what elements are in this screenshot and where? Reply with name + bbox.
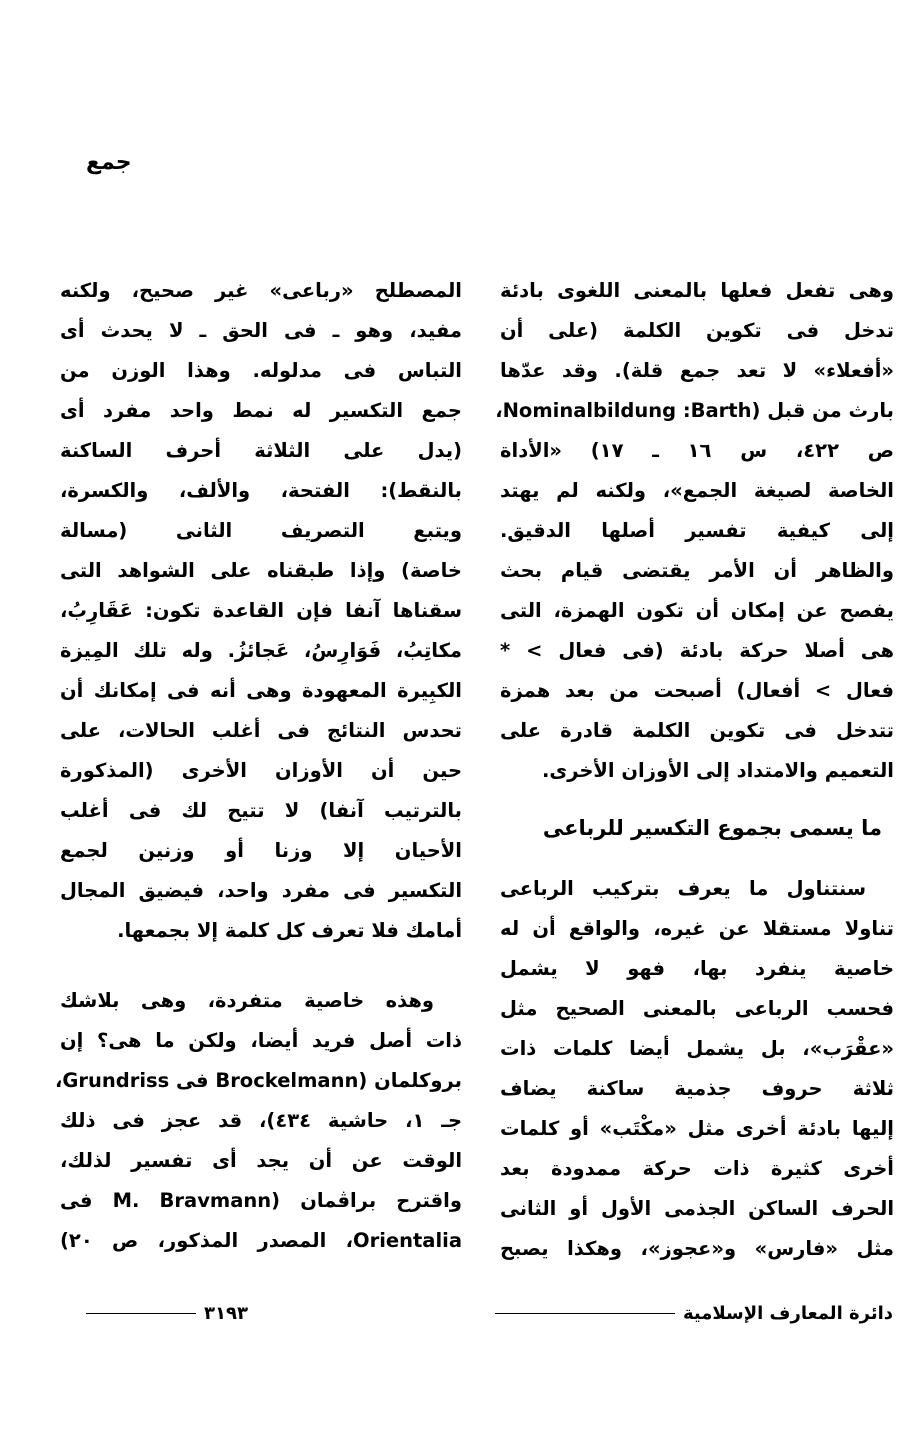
text-line: تدخل فى تكوين الكلمة (على أن	[500, 319, 894, 342]
text-line: الحرف الساكن الجذمى الأول أو الثانى	[500, 1197, 894, 1220]
text-line: إليها بادئة أخرى مثل «مكْتَب» أو كلمات	[500, 1117, 894, 1140]
text-line: خاصة) وإذا طبقناه على الشواهد التى	[60, 559, 462, 582]
footer-publication	[495, 1303, 893, 1324]
text-line: سنتناول ما يعرف بتركيب الرباعى	[500, 877, 866, 900]
text-line: فحسب الرباعى بالمعنى الصحيح مثل	[500, 997, 894, 1020]
text-line: مكاتِبُ، فَوَارِسُ، عَجائزُ. وله تلك المِيزة	[60, 639, 462, 662]
text-line: ثلاثة حروف جذمية ساكنة يضاف	[500, 1077, 894, 1100]
footer-rule	[86, 1313, 196, 1314]
text-line: التكسير فى مفرد واحد، فيضيق المجال	[60, 879, 462, 902]
section-heading: ما يسمى بجموع التكسير للرباعى	[542, 816, 882, 840]
text-line: التعميم والامتداد إلى الأوزان الأخرى.	[541, 759, 894, 782]
text-line: ذات أصل فريد أيضا، ولكن ما هى؟ إن	[60, 1029, 462, 1052]
text-line: الأحيان إلا وزنا أو وزنين لجمع	[60, 839, 462, 862]
page-number: ٣١٩٣	[204, 1303, 248, 1324]
text-line: واقترح براڤمان (M. Bravmann فى	[60, 1189, 462, 1212]
text-line: المصطلح «رباعى» غير صحيح، ولكنه	[60, 279, 462, 302]
text-line: حين أن الأوزان الأخرى (المذكورة	[60, 759, 462, 782]
text-line: تتدخل فى تكوين الكلمة قادرة على	[500, 719, 894, 742]
text-line: جـ ١، حاشية ٤٣٤)، قد عجز فى ذلك	[60, 1109, 463, 1132]
text-line: الكبِيرة المعهودة وهى أنه فى إمكانك أن	[60, 679, 462, 702]
text-line: يفصح عن إمكان أن تكون الهمزة، التى	[500, 599, 894, 622]
text-line: إلى كيفية تفسير أصلها الدقيق.	[500, 519, 894, 542]
text-line: بارث من قبل (Nominalbildung :Barth،	[495, 399, 894, 422]
text-line: بالترتيب آنفا) لا تتيح لك فى أغلب	[60, 799, 462, 822]
text-line: «أفعلاء» لا تعد جمع قلة). وقد عدّها	[500, 359, 894, 382]
page-header-title: جمع	[86, 150, 132, 175]
text-line: جمع التكسير له نمط واحد مفرد أى	[60, 399, 462, 422]
text-line: هى أصلا حركة بادئة (فى فعال > *	[500, 639, 894, 662]
text-line: بالنقط): الفتحة، والألف، والكسرة،	[60, 479, 462, 502]
text-line: مفيد، وهو ـ فى الحق ـ لا يحدث أى	[60, 319, 462, 342]
text-line: تناولا مستقلا عن غيره، والواقع أن له	[500, 917, 894, 940]
text-line: مثل «فارس» و«عجوز»، وهكذا يصبح	[500, 1237, 894, 1260]
text-line: فعال > أفعال) أصبحت من بعد همزة	[500, 679, 894, 702]
text-line: أمامك فلا تعرف كل كلمة إلا بجمعها.	[117, 919, 462, 942]
text-line: «عقْرَب»، بل يشمل أيضا كلمات ذات	[500, 1037, 894, 1060]
publication-title: دائرة المعارف الإسلامية	[682, 1303, 893, 1324]
text-line: Orientalia، المصدر المذكور، ص ٢٠)	[60, 1229, 462, 1252]
text-line: ويتبع التصريف الثانى (مسالة	[60, 519, 462, 542]
right-column	[495, 0, 894, 1290]
footer-page	[86, 1303, 248, 1324]
text-line: والظاهر أن الأمر يقتضى قيام بحث	[500, 559, 894, 582]
text-line: وهى تفعل فعلها بالمعنى اللغوى بادئة	[500, 279, 894, 302]
text-line: بروكلمان (Brockelmann فى Grundriss،	[54, 1069, 462, 1092]
left-column	[54, 0, 463, 1290]
text-line: وهذه خاصية متفردة، وهى بلاشك	[60, 989, 434, 1012]
text-line: سقناها آنفا فإن القاعدة تكون: عَقَارِبُ،	[60, 599, 462, 622]
text-line: (يدل على الثلاثة أحرف الساكنة	[60, 439, 462, 462]
text-line: الخاصة لصيغة الجمع»، ولكنه لم يهتد	[500, 479, 894, 502]
text-line: خاصية ينفرد بها، فهو لا يشمل	[500, 957, 894, 980]
text-line: ص ٤٢٢، س ١٦ ـ ١٧) «الأداة	[500, 439, 894, 462]
text-line: التباس فى مدلوله. وهذا الوزن من	[60, 359, 462, 382]
text-line: الوقت عن أن يجد أى تفسير لذلك،	[60, 1149, 462, 1172]
text-line: أخرى كثيرة ذات حركة ممدودة بعد	[500, 1157, 894, 1180]
footer-rule	[495, 1313, 675, 1314]
text-line: تحدس النتائج فى أغلب الحالات، على	[60, 719, 462, 742]
